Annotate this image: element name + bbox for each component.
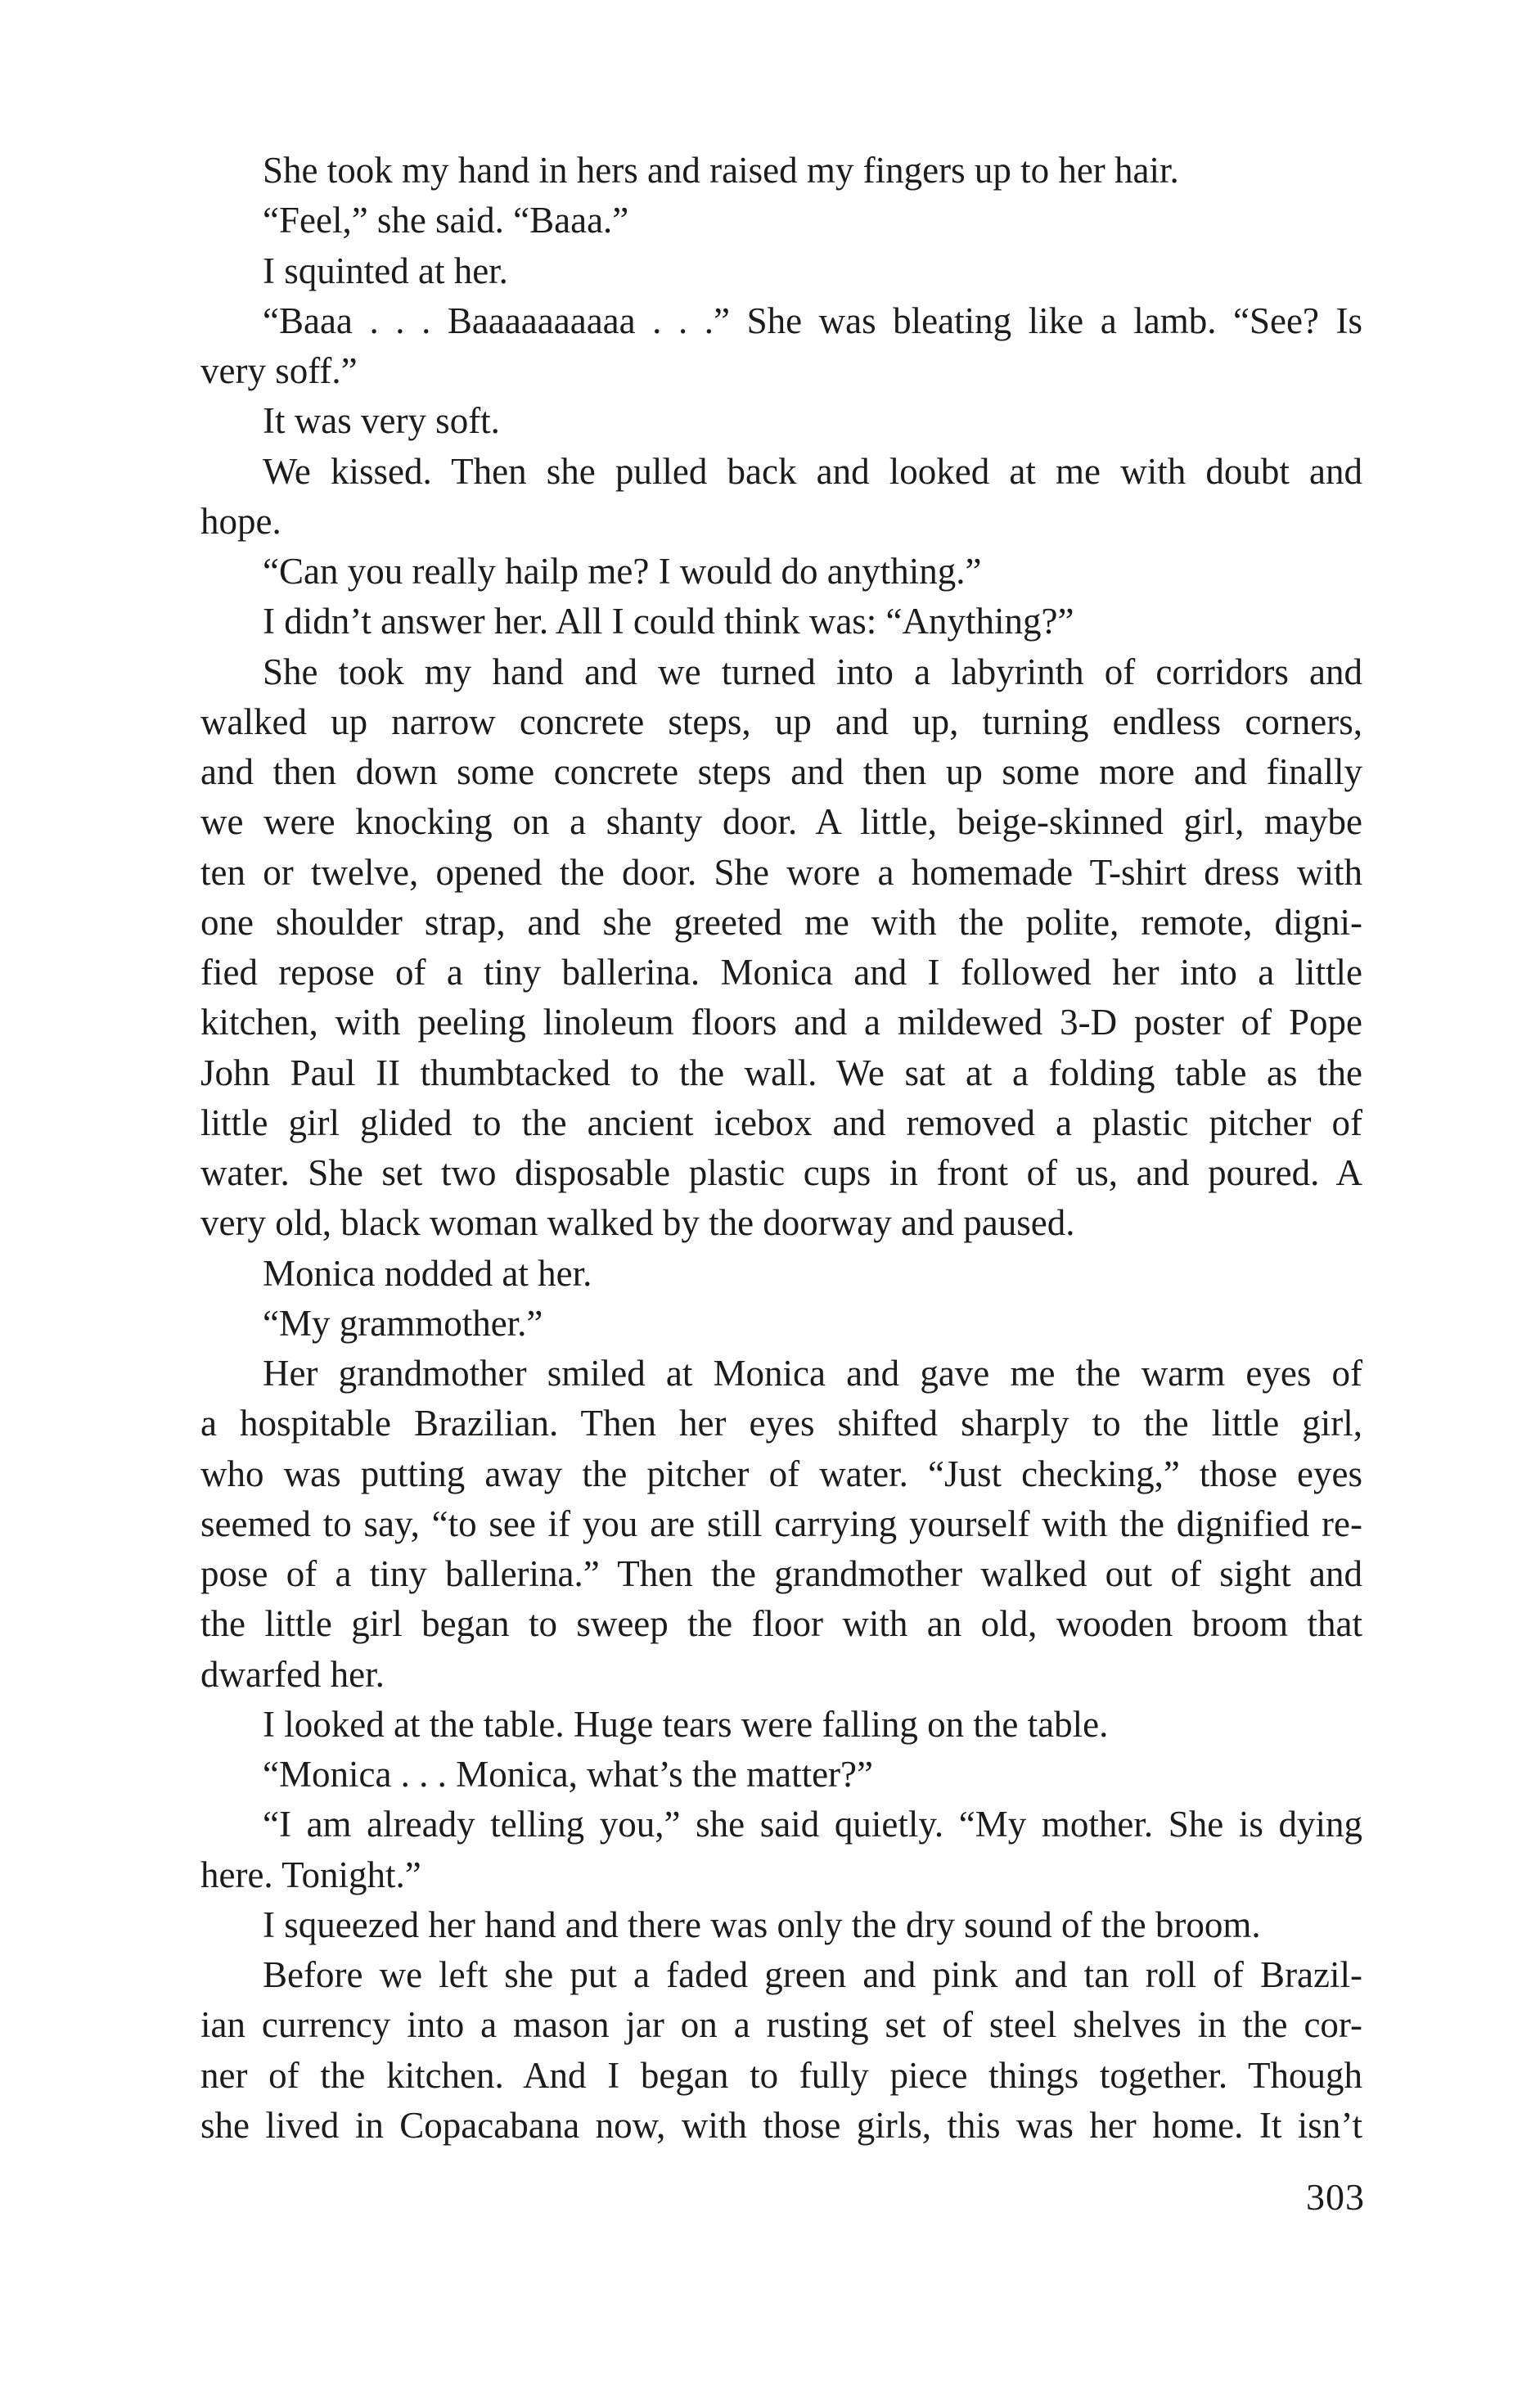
text-line: very soff.” <box>200 350 358 391</box>
text-line: we were knocking on a shanty door. A little, beige-skinned girl, maybe <box>200 801 1362 843</box>
text-line: Her grandmother smiled at Monica and gave me the warm eyes of <box>263 1353 1362 1394</box>
text-line: We kissed. Then she pulled back and looked at me with doubt and <box>263 450 1362 492</box>
text-line: and then down some concrete steps and then up some more and finally <box>200 751 1362 792</box>
text-line: She took my hand and we turned into a labyrinth of corridors and <box>263 651 1362 692</box>
text-line: dwarfed her. <box>200 1653 385 1695</box>
text-line: I squinted at her. <box>263 250 508 291</box>
text-line: fied repose of a tiny ballerina. Monica and I followed her into a little <box>200 952 1362 993</box>
text-line: ten or twelve, opened the door. She wore a homemade T-shirt dress with <box>200 851 1362 893</box>
text-line: very old, black woman walked by the doorway and paused. <box>200 1202 1075 1244</box>
text-line: “I am already telling you,” she said quietly. “My mother. She is dying <box>263 1804 1362 1845</box>
text-line: who was putting away the pitcher of water. “Just checking,” those eyes <box>200 1453 1362 1494</box>
text-line: a hospitable Brazilian. Then her eyes shifted sharply to the little girl, <box>200 1403 1362 1444</box>
text-line: Before we left she put a faded green and pink and tan roll of Brazil- <box>263 1954 1362 1995</box>
text-line: It was very soft. <box>263 400 500 442</box>
text-line: Monica nodded at her. <box>263 1252 592 1294</box>
text-line: little girl glided to the ancient icebox and removed a plastic pitcher of <box>200 1102 1362 1143</box>
text-line: John Paul II thumbtacked to the wall. We sat at a folding table as the <box>200 1052 1362 1093</box>
text-line: I squeezed her hand and there was only the dry sound of the broom. <box>263 1904 1261 1945</box>
text-line: She took my hand in hers and raised my fingers up to her hair. <box>263 150 1179 191</box>
text-line: “Feel,” she said. “Baaa.” <box>263 200 629 241</box>
text-line: seemed to say, “to see if you are still carrying yourself with the dignified re- <box>200 1503 1362 1544</box>
text-line: I didn’t answer her. All I could think was: “Anything?” <box>263 601 1074 642</box>
text-line: “Can you really hailp me? I would do anything.” <box>263 551 982 592</box>
text-line: I looked at the table. Huge tears were falling on the table. <box>263 1703 1109 1745</box>
page-number: 303 <box>1306 2176 1365 2218</box>
text-line: “Monica . . . Monica, what’s the matter?” <box>263 1754 873 1795</box>
text-line: “Baaa . . . Baaaaaaaaaa . . .” She was bleating like a lamb. “See? Is <box>263 300 1362 341</box>
body-text <box>200 146 1362 2151</box>
text-line: ian currency into a mason jar on a rusting set of steel shelves in the cor- <box>200 2004 1362 2046</box>
text-line: “My grammother.” <box>263 1302 543 1344</box>
text-line: the little girl began to sweep the floor with an old, wooden broom that <box>200 1603 1362 1645</box>
text-line: water. She set two disposable plastic cups in front of us, and poured. A <box>200 1152 1362 1193</box>
text-line: hope. <box>200 500 281 542</box>
text-line: kitchen, with peeling linoleum floors and a mildewed 3-D poster of Pope <box>200 1002 1362 1043</box>
text-line: ner of the kitchen. And I began to fully piece things together. Though <box>200 2054 1362 2096</box>
text-line: here. Tonight.” <box>200 1854 421 1895</box>
text-line: one shoulder strap, and she greeted me with the polite, remote, digni- <box>200 901 1362 943</box>
text-line: walked up narrow concrete steps, up and up, turning endless corners, <box>200 701 1362 742</box>
text-line: she lived in Copacabana now, with those girls, this was her home. It isn’t <box>200 2104 1362 2146</box>
text-line: pose of a tiny ballerina.” Then the grandmother walked out of sight and <box>200 1553 1362 1594</box>
